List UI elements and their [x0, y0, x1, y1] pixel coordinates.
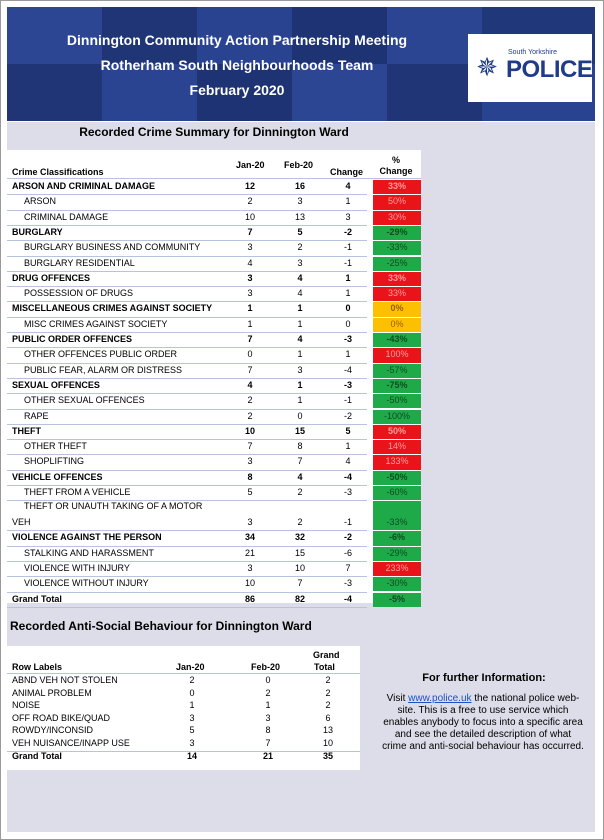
- pct-change-value: 30%: [387, 211, 406, 222]
- pct-change-value: -50%: [386, 471, 408, 482]
- col-change: Change: [330, 167, 364, 177]
- asb-jan-value: 5: [189, 725, 195, 736]
- table-row: [7, 364, 421, 379]
- change-value: -1: [343, 257, 352, 268]
- row-label: MISC CRIMES AGAINST SOCIETY: [24, 318, 168, 329]
- pct-change-cell: [373, 195, 421, 209]
- pct-change-cell: [373, 257, 421, 271]
- row-label: PUBLIC FEAR, ALARM OR DISTRESS: [24, 364, 183, 375]
- table-row: [7, 562, 421, 577]
- row-divider: [7, 607, 367, 608]
- jan-value: 2: [247, 196, 253, 207]
- change-value: -4: [343, 364, 352, 375]
- asb-feb-value: 2: [265, 687, 271, 698]
- asb-total-value: 2: [325, 700, 331, 711]
- feb-value: 7: [297, 578, 303, 589]
- asb-total-value: 35: [322, 750, 333, 761]
- jan-value: 4: [247, 379, 253, 390]
- grand-total-row: [7, 593, 421, 608]
- row-label: THEFT FROM A VEHICLE: [24, 487, 131, 497]
- pct-change-value: 233%: [385, 562, 409, 573]
- change-value: 4: [345, 181, 351, 191]
- row-label: ARSON AND CRIMINAL DAMAGE: [12, 181, 155, 191]
- feb-value: 5: [297, 226, 303, 237]
- feb-value: 1: [297, 318, 303, 329]
- police-badge-icon: ✵: [476, 52, 498, 82]
- asb-table-row: [7, 725, 360, 738]
- row-label: THEFT OR UNAUTH TAKING OF A MOTOR: [24, 501, 203, 512]
- row-label: PUBLIC ORDER OFFENCES: [12, 334, 133, 344]
- feb-value: 3: [297, 257, 303, 268]
- jan-value: 3: [247, 562, 253, 573]
- change-value: -4: [343, 471, 352, 482]
- feb-value: 1: [297, 395, 303, 406]
- change-value: -3: [343, 487, 352, 497]
- pct-change-cell: [373, 394, 421, 408]
- jan-value: 10: [244, 425, 255, 436]
- pct-change-value: 33%: [387, 272, 406, 283]
- row-label: POSSESSION OF DRUGS: [24, 288, 134, 299]
- asb-table-title: Recorded Anti-Social Behaviour for Dinnington Ward: [10, 619, 312, 633]
- category-row: [7, 425, 421, 440]
- change-value: -3: [343, 578, 352, 589]
- feb-value: 1: [297, 303, 303, 314]
- change-value: 1: [345, 288, 351, 299]
- pct-change-cell: [373, 241, 421, 255]
- pct-change-value: -29%: [386, 547, 408, 558]
- col-classification: Crime Classifications: [12, 167, 104, 177]
- asb-row-label: VEH NUISANCE/INAPP USE: [12, 738, 130, 748]
- table-row: [7, 257, 421, 272]
- pct-change-cell: [373, 348, 421, 362]
- change-value: 0: [345, 303, 351, 314]
- change-value: 5: [345, 425, 351, 436]
- row-label: OTHER OFFENCES PUBLIC ORDER: [24, 349, 178, 360]
- row-label: VIOLENCE WITHOUT INJURY: [24, 578, 149, 589]
- change-value: 1: [345, 272, 351, 283]
- pct-change-value: -43%: [386, 334, 408, 344]
- asb-table-row: [7, 738, 360, 751]
- asb-table-row: [7, 675, 360, 688]
- asb-feb-value: 7: [265, 738, 271, 748]
- feb-value: 8: [297, 441, 303, 452]
- feb-value: 4: [297, 471, 303, 482]
- row-label: SEXUAL OFFENCES: [12, 379, 100, 390]
- asb-row-label: ABND VEH NOT STOLEN: [12, 675, 118, 685]
- pct-change-cell: [373, 226, 421, 240]
- change-value: 1: [345, 441, 351, 452]
- change-value: -3: [343, 379, 352, 390]
- jan-value: 12: [244, 181, 255, 191]
- feb-value: 1: [297, 379, 303, 390]
- info-body: the national police web-site. This is a free to use service which enables anybody to focus into a specific area and see the detailed description of what crime and anti-social behaviour has occurred.: [382, 693, 584, 752]
- asb-row-label: ANIMAL PROBLEM: [12, 687, 92, 698]
- meeting-title: Dinnington Community Action Partnership Meeting: [66, 32, 408, 48]
- jan-value: 3: [247, 456, 253, 467]
- pct-change-value: 0%: [390, 303, 404, 314]
- jan-value: 1: [247, 318, 253, 329]
- jan-value: 2: [247, 410, 253, 421]
- change-value: 1: [345, 349, 351, 360]
- table-row: [7, 486, 421, 501]
- asb-table-row: [7, 688, 360, 701]
- table-row: [7, 348, 421, 363]
- col-jan: Jan-20: [236, 160, 265, 170]
- pct-change-value: -50%: [386, 395, 408, 406]
- change-value: -1: [343, 242, 352, 253]
- pct-change-value: -6%: [388, 532, 405, 543]
- info-text: [382, 693, 584, 753]
- asb-total-value: 2: [325, 675, 331, 685]
- pct-change-cell: [373, 486, 421, 500]
- pct-change-cell: [373, 180, 421, 194]
- asb-table-row: [7, 700, 360, 713]
- asb-row-label: ROWDY/INCONSID: [12, 725, 93, 736]
- asb-jan-value: 2: [189, 675, 195, 685]
- jan-value: 34: [244, 532, 255, 543]
- row-label: Grand Total: [12, 593, 62, 604]
- jan-value: 3: [247, 517, 253, 528]
- logo-title: POLICE: [506, 56, 593, 83]
- change-value: -1: [343, 395, 352, 406]
- jan-value: 0: [247, 349, 253, 360]
- category-row: [7, 302, 421, 317]
- pct-change-cell: [373, 287, 421, 301]
- jan-value: 3: [247, 242, 253, 253]
- jan-value: 4: [247, 257, 253, 268]
- pct-change-value: -5%: [388, 593, 405, 604]
- info-prefix: Visit: [386, 693, 409, 704]
- feb-value: 2: [297, 242, 303, 253]
- row-label: STALKING AND HARASSMENT: [24, 547, 154, 558]
- jan-value: 10: [244, 578, 255, 589]
- pct-change-cell: [373, 593, 421, 607]
- row-label: ARSON: [24, 196, 57, 207]
- row-label: VIOLENCE AGAINST THE PERSON: [12, 532, 162, 543]
- asb-total-value: 2: [325, 687, 331, 698]
- asb-total-value: 13: [322, 725, 333, 736]
- pct-change-value: 100%: [385, 349, 409, 360]
- pct-change-cell: [373, 577, 421, 591]
- pct-change-value: 50%: [387, 425, 406, 436]
- asb-feb-value: 1: [265, 700, 271, 711]
- pct-change-value: -25%: [386, 257, 408, 268]
- pct-change-value: -75%: [386, 379, 408, 390]
- change-value: -2: [343, 532, 352, 543]
- pct-change-value: 33%: [387, 181, 406, 191]
- jan-value: 2: [247, 395, 253, 406]
- feb-value: 15: [294, 547, 305, 558]
- pct-change-value: -33%: [386, 517, 408, 528]
- pct-change-cell: [373, 471, 421, 485]
- category-row: [7, 333, 421, 348]
- category-row: [7, 272, 421, 287]
- feb-value: 82: [294, 593, 305, 604]
- feb-value: 13: [294, 211, 305, 222]
- feb-value: 4: [297, 272, 303, 283]
- jan-value: 3: [247, 288, 253, 299]
- feb-value: 0: [297, 410, 303, 421]
- asb-total-value: 10: [322, 738, 333, 748]
- pct-change-value: 133%: [385, 456, 409, 467]
- change-value: 1: [345, 196, 351, 207]
- row-label: MISCELLANEOUS CRIMES AGAINST SOCIETY: [12, 303, 213, 314]
- change-value: 4: [345, 456, 351, 467]
- table-row: [7, 577, 421, 592]
- asb-jan-value: 14: [186, 750, 197, 761]
- row-label: BURGLARY RESIDENTIAL: [24, 257, 135, 268]
- table-row: [7, 287, 421, 302]
- table-row: [7, 211, 421, 226]
- feb-value: 1: [297, 349, 303, 360]
- asb-jan-value: 3: [189, 738, 195, 748]
- police-logo: [468, 34, 592, 102]
- feb-value: 3: [297, 196, 303, 207]
- row-label: THEFT: [12, 425, 41, 436]
- table-row: [7, 195, 421, 210]
- asb-row-label: OFF ROAD BIKE/QUAD: [12, 712, 111, 723]
- pct-change-value: 14%: [387, 441, 406, 452]
- jan-value: 10: [244, 211, 255, 222]
- pct-change-value: -57%: [386, 364, 408, 375]
- logo-subtitle: South Yorkshire: [508, 49, 558, 56]
- asb-table-row: [7, 713, 360, 726]
- change-value: -4: [343, 593, 352, 604]
- table-row: [7, 455, 421, 470]
- jan-value: 5: [247, 487, 253, 497]
- pct-change-cell: [373, 410, 421, 424]
- asb-feb-value: 3: [265, 712, 271, 723]
- pct-change-cell: [373, 211, 421, 225]
- pct-change-value: -30%: [386, 578, 408, 589]
- team-title: Rotherham South Neighbourhoods Team: [100, 57, 374, 73]
- jan-value: 3: [247, 272, 253, 283]
- feb-value: 2: [297, 487, 303, 497]
- category-row: [7, 180, 421, 195]
- pct-change-cell: [373, 425, 421, 439]
- pct-change-cell: [373, 379, 421, 393]
- pct-change-value: -33%: [386, 242, 408, 253]
- category-row: [7, 531, 421, 546]
- feb-value: 4: [297, 334, 303, 344]
- row-label: OTHER THEFT: [24, 441, 87, 452]
- asb-feb-value: 0: [265, 675, 271, 685]
- header-banner: [7, 7, 595, 121]
- pct-change-value: -100%: [383, 410, 410, 421]
- pct-change-value: 0%: [390, 318, 404, 329]
- col-pct-line2: Change: [379, 166, 413, 176]
- change-value: 3: [345, 211, 351, 222]
- asb-row-label: Grand Total: [12, 750, 62, 761]
- row-label: BURGLARY BUSINESS AND COMMUNITY: [24, 242, 201, 253]
- feb-value: 4: [297, 288, 303, 299]
- row-label: DRUG OFFENCES: [12, 272, 91, 283]
- table-row: [7, 547, 421, 562]
- change-value: -6: [343, 547, 352, 558]
- jan-value: 1: [247, 303, 253, 314]
- jan-value: 7: [247, 334, 253, 344]
- row-label: VIOLENCE WITH INJURY: [24, 562, 130, 573]
- jan-value: 8: [247, 471, 253, 482]
- jan-value: 7: [247, 441, 253, 452]
- feb-value: 10: [294, 562, 305, 573]
- pct-change-cell: [373, 547, 421, 561]
- col-feb: Feb-20: [284, 160, 314, 170]
- pct-change-cell: [373, 318, 421, 332]
- jan-value: 21: [244, 547, 255, 558]
- jan-value: 86: [244, 593, 255, 604]
- header-divider: [7, 178, 421, 179]
- category-row: [7, 471, 421, 486]
- pct-change-cell: [373, 455, 421, 469]
- row-label: VEHICLE OFFENCES: [12, 471, 103, 482]
- pct-change-cell: [373, 501, 421, 530]
- asb-grand-total-row: [7, 751, 360, 764]
- table-row: [7, 410, 421, 425]
- change-value: -3: [343, 334, 352, 344]
- feb-value: 7: [297, 456, 303, 467]
- info-title: For further Information:: [422, 672, 546, 684]
- asb-feb-value: 21: [262, 750, 273, 761]
- feb-value: 3: [297, 364, 303, 375]
- pct-change-cell: [373, 272, 421, 286]
- table-row: [7, 394, 421, 409]
- table-row: [7, 241, 421, 256]
- feb-value: 32: [294, 532, 305, 543]
- asb-row-label: NOISE: [12, 700, 41, 711]
- police-website-link[interactable]: www.police.uk: [408, 693, 472, 704]
- col-pct-line1: %: [391, 155, 400, 165]
- row-label: RAPE: [24, 410, 49, 421]
- pct-change-value: 50%: [387, 196, 406, 207]
- feb-value: 2: [297, 517, 303, 528]
- pct-change-cell: [373, 531, 421, 545]
- change-value: -2: [343, 410, 352, 421]
- feb-value: 16: [294, 181, 305, 191]
- crime-table-title: Recorded Crime Summary for Dinnington Ward: [79, 125, 349, 139]
- pct-change-value: -60%: [386, 487, 408, 497]
- feb-value: 15: [294, 425, 305, 436]
- table-row: [7, 440, 421, 455]
- category-row: [7, 379, 421, 394]
- pct-change-value: 33%: [387, 288, 406, 299]
- jan-value: 7: [247, 226, 253, 237]
- asb-header-divider: [7, 673, 360, 674]
- row-label: SHOPLIFTING: [24, 456, 85, 467]
- asb-feb-value: 8: [265, 725, 271, 736]
- asb-col-total-line2: Total: [314, 662, 335, 672]
- row-label: OTHER SEXUAL OFFENCES: [24, 395, 145, 406]
- asb-col-label: Row Labels: [12, 662, 63, 672]
- row-label-continued: VEH: [12, 517, 31, 528]
- category-row: [7, 226, 421, 241]
- asb-jan-value: 0: [189, 687, 195, 698]
- table-row: [7, 318, 421, 333]
- table-row: [7, 501, 421, 531]
- pct-change-cell: [373, 562, 421, 576]
- pct-change-value: -29%: [386, 226, 408, 237]
- pct-change-cell: [373, 440, 421, 454]
- pct-change-cell: [373, 302, 421, 316]
- asb-col-jan: Jan-20: [176, 662, 205, 672]
- report-month: February 2020: [189, 82, 285, 98]
- row-label: CRIMINAL DAMAGE: [24, 211, 109, 222]
- change-value: -2: [343, 226, 352, 237]
- change-value: 0: [345, 318, 351, 329]
- asb-col-total-line1: Grand: [313, 650, 340, 660]
- row-label: BURGLARY: [12, 226, 63, 237]
- jan-value: 7: [247, 364, 253, 375]
- change-value: 7: [345, 562, 351, 573]
- asb-col-feb: Feb-20: [251, 662, 281, 672]
- asb-jan-value: 1: [189, 700, 195, 711]
- pct-change-cell: [373, 364, 421, 378]
- asb-jan-value: 3: [189, 712, 195, 723]
- pct-change-cell: [373, 333, 421, 347]
- change-value: -1: [343, 517, 352, 528]
- asb-total-value: 6: [325, 712, 331, 723]
